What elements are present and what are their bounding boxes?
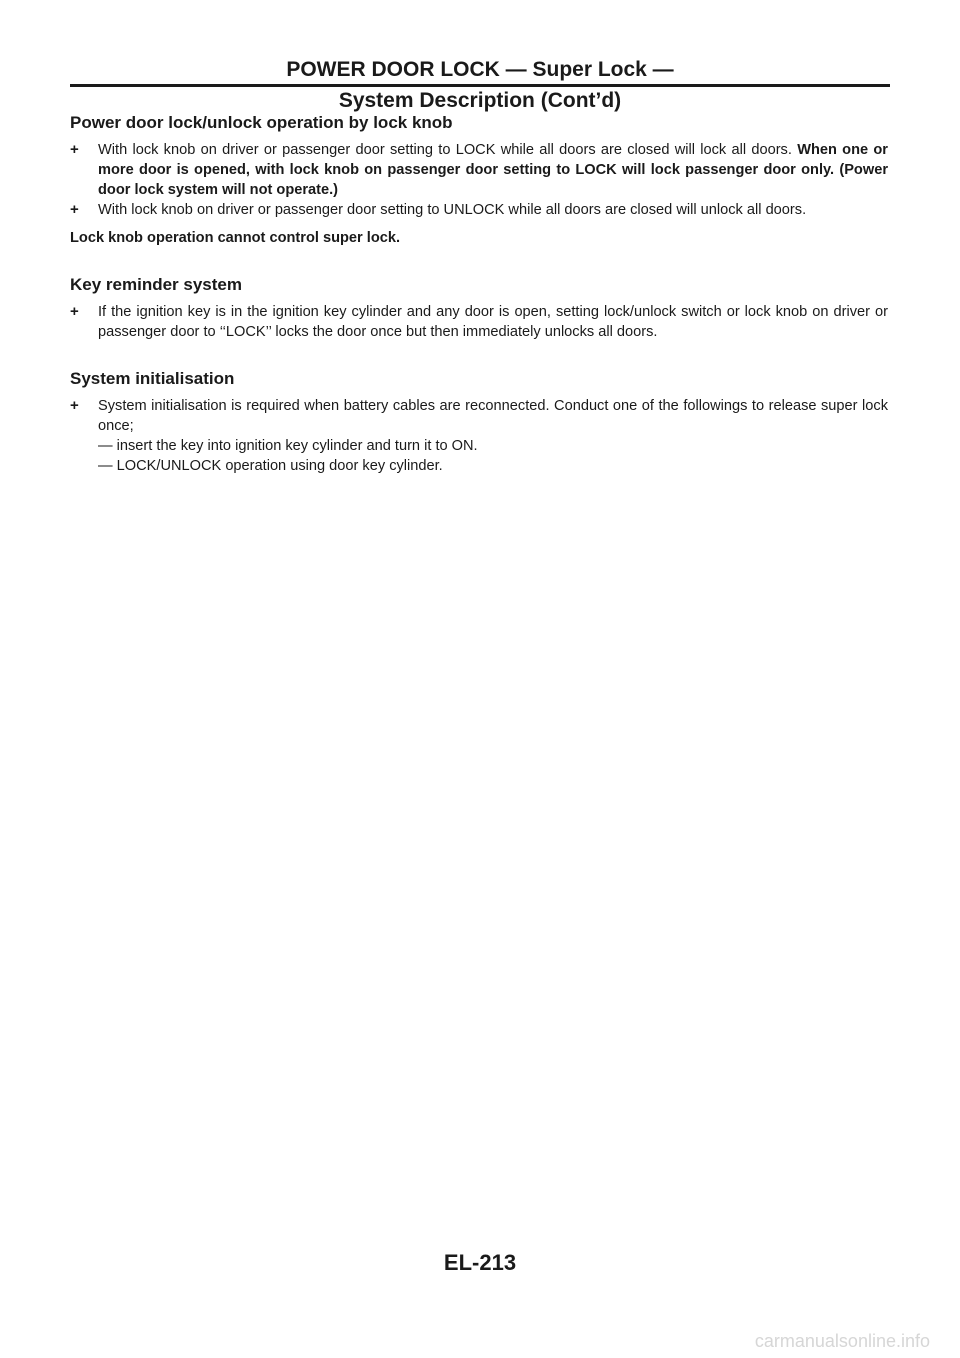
bullet-subline: — insert the key into ignition key cylinder and turn it to ON. bbox=[98, 438, 478, 454]
section-key-reminder bbox=[70, 274, 888, 342]
bullet-text: With lock knob on driver or passenger door setting to UNLOCK while all doors are closed will unlock all doors. bbox=[98, 202, 807, 218]
bullet-text: System initialisation is required when battery cables are reconnected. Conduct one of the followings to release super lock once; bbox=[98, 398, 888, 434]
section-heading: Power door lock/unlock operation by lock knob bbox=[70, 113, 453, 132]
bullet-marker: + bbox=[70, 303, 79, 320]
header-title: POWER DOOR LOCK — Super Lock — bbox=[286, 58, 674, 81]
bullet-marker: + bbox=[70, 201, 79, 218]
bullet-item bbox=[70, 140, 888, 200]
bullet-text: With lock knob on driver or passenger door setting to LOCK while all doors are closed will lock all doors. bbox=[98, 142, 792, 158]
bullet-item bbox=[70, 396, 888, 476]
bullet-item bbox=[70, 302, 888, 342]
watermark-text: carmanualsonline.info bbox=[754, 1331, 930, 1351]
section-initialisation bbox=[70, 368, 888, 476]
bullet-marker: + bbox=[70, 141, 79, 158]
section-note: Lock knob operation cannot control super lock. bbox=[70, 230, 401, 246]
bullet-bold-text: When one or more door is opened, with lock knob on passenger door setting to LOCK will lock passenger door only. (Power door lock system will not operate.) bbox=[98, 142, 888, 198]
header-subtitle: System Description (Cont’d) bbox=[338, 89, 622, 112]
section-heading: Key reminder system bbox=[70, 275, 242, 294]
page-content bbox=[70, 112, 888, 502]
page-header bbox=[70, 58, 890, 114]
bullet-marker: + bbox=[70, 397, 79, 414]
bullet-subline: — LOCK/UNLOCK operation using door key cylinder. bbox=[98, 458, 443, 474]
section-heading: System initialisation bbox=[70, 369, 235, 388]
bullet-item bbox=[70, 200, 888, 220]
section-lock-knob bbox=[70, 112, 888, 248]
bullet-text: If the ignition key is in the ignition key cylinder and any door is open, setting lock/unlock switch or lock knob on driver or passenger door to ‘‘LOCK’’ locks the door once but then immediately unlocks all doors. bbox=[98, 304, 888, 340]
page-number: EL-213 bbox=[443, 1250, 517, 1275]
